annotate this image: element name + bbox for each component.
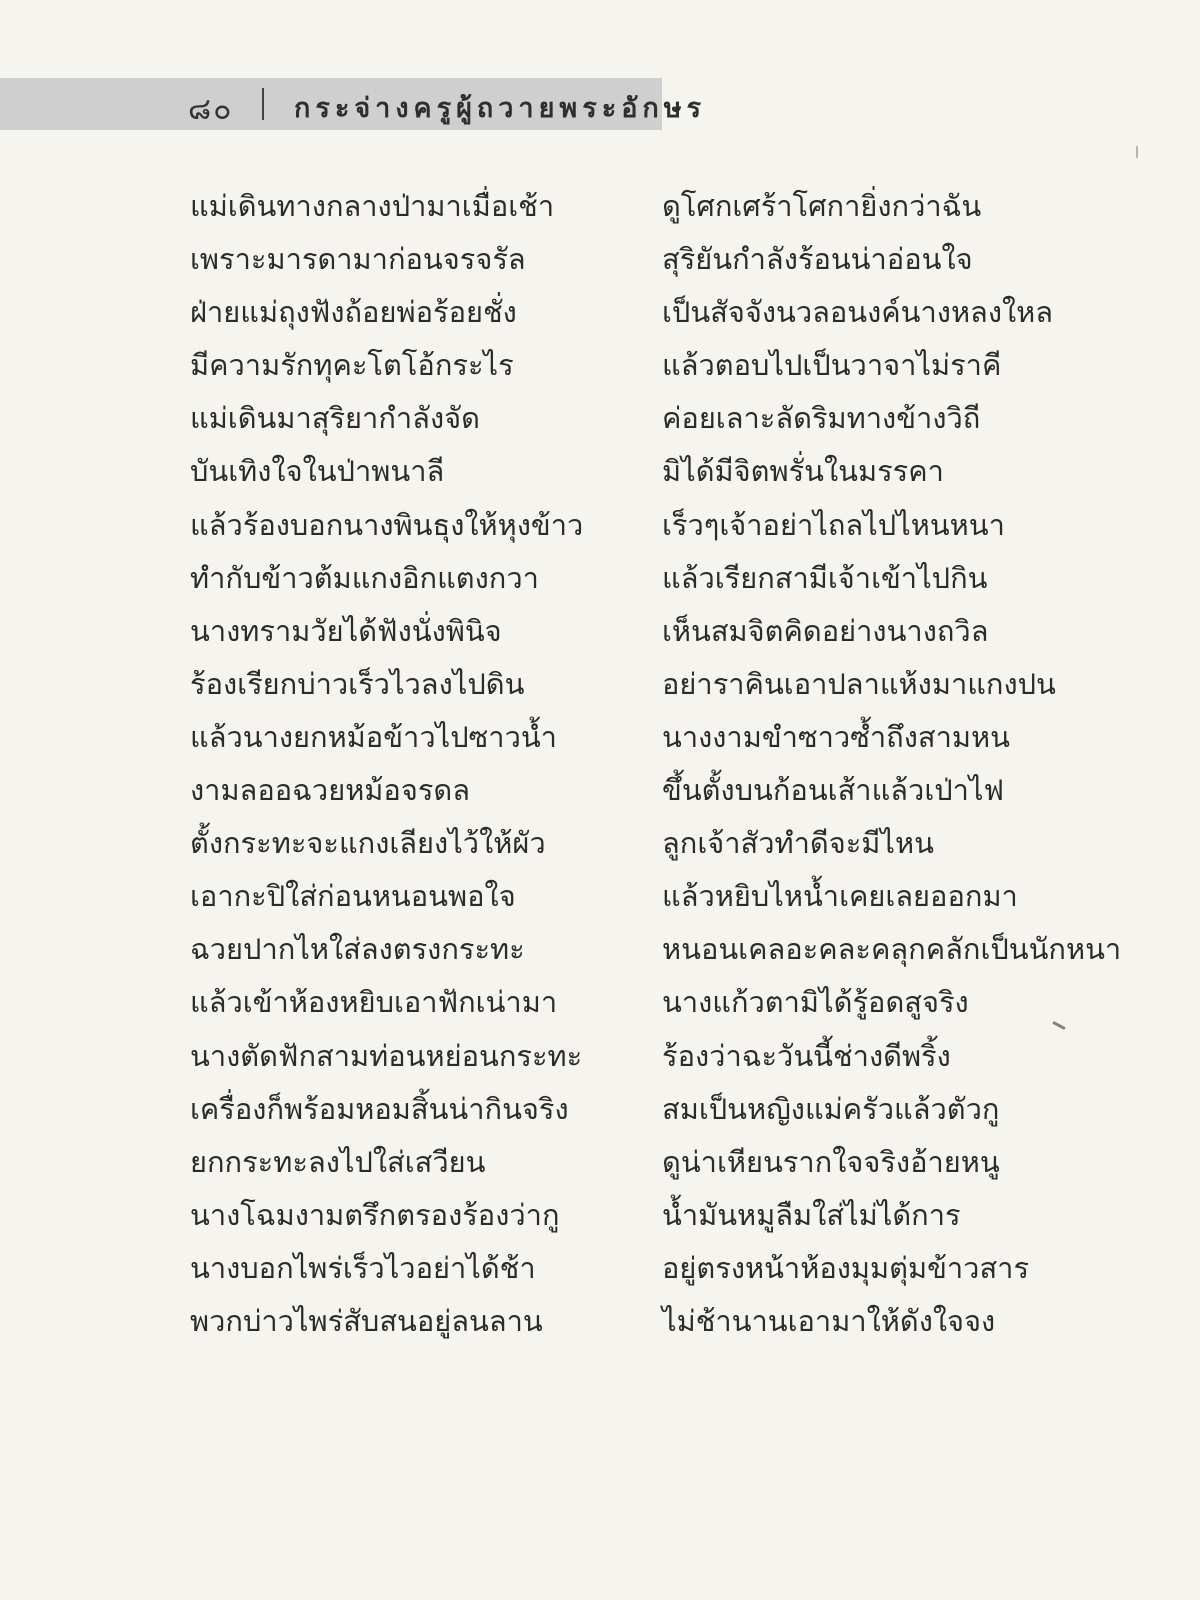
verse-row	[190, 1136, 1090, 1189]
verse-second-line: นางงามขำซาวซ้ำถึงสามหน	[662, 719, 1010, 754]
verse-row	[190, 286, 1090, 339]
verse-second-line: แล้วเรียกสามีเจ้าเข้าไปกิน	[662, 560, 988, 595]
verse-second-line: สมเป็นหญิงแม่ครัวแล้วตัวกู	[662, 1091, 1000, 1126]
verse-first-line: ทำกับข้าวต้มแกงอิกแตงกวา	[190, 560, 539, 595]
verse-first-line: มีความรักทุคะโตโอ้กระไร	[190, 348, 514, 383]
verse-second-line: มิได้มีจิตพรั่นในมรรคา	[662, 454, 944, 489]
verse-row	[190, 1030, 1090, 1083]
header-divider	[262, 88, 264, 120]
verse-first-line: ฝ่ายแม่ถุงฟังถ้อยพ่อร้อยชั่ง	[190, 295, 517, 330]
verse-row	[190, 392, 1090, 445]
verse-row	[190, 180, 1090, 233]
verse-first-line: บันเทิงใจในป่าพนาลี	[190, 454, 445, 489]
verse-first-line: นางทรามวัยได้ฟังนั่งพินิจ	[190, 613, 502, 648]
verse-row	[190, 1083, 1090, 1136]
poem-body	[190, 180, 1122, 1348]
verse-row	[190, 499, 1090, 552]
verse-row	[190, 339, 1090, 392]
verse-first-line: เพราะมารดามาก่อนจรจรัล	[190, 242, 526, 277]
verse-second-line: อย่าราคินเอาปลาแห้งมาแกงปน	[662, 666, 1056, 701]
verse-second-line: แล้วตอบไปเป็นวาจาไม่ราคี	[662, 348, 1002, 383]
page-number: ๘๐	[188, 92, 234, 127]
verse-second-line: เป็นสัจจังนวลอนงค์นางหลงใหล	[662, 295, 1054, 330]
verse-second-line: ร้องว่าฉะวันนี้ช่างดีพริ้ง	[662, 1038, 951, 1073]
verse-first-line: นางโฉมงามตรึกตรองร้องว่ากู	[190, 1197, 560, 1232]
verse-first-line: เครื่องก็พร้อมหอมสิ้นน่ากินจริง	[190, 1091, 569, 1126]
verse-second-line: อยู่ตรงหน้าห้องมุมตุ่มข้าวสาร	[662, 1250, 1030, 1285]
verse-first-line: นางตัดฟักสามท่อนหย่อนกระทะ	[190, 1038, 583, 1073]
page-edge-mark	[1136, 146, 1138, 158]
verse-first-line: เอากะปิใส่ก่อนหนอนพอใจ	[190, 879, 516, 914]
verse-row	[190, 552, 1090, 605]
verse-row	[190, 976, 1090, 1029]
verse-row	[190, 817, 1090, 870]
running-title: กระจ่างครูผู้ถวายพระอักษร	[294, 93, 707, 124]
verse-first-line: นางบอกไพร่เร็วไวอย่าได้ช้า	[190, 1250, 536, 1285]
verse-second-line: หนอนเคลอะคละคลุกคลักเป็นนักหนา	[662, 932, 1122, 967]
verse-row	[190, 870, 1090, 923]
verse-row	[190, 1295, 1090, 1348]
verse-row	[190, 923, 1122, 976]
verse-second-line: เห็นสมจิตคิดอย่างนางถวิล	[662, 613, 989, 648]
verse-second-line: ลูกเจ้าสัวทำดีจะมีไหน	[662, 826, 934, 861]
verse-second-line: สุริยันกำลังร้อนน่าอ่อนใจ	[662, 242, 973, 277]
verse-first-line: ยกกระทะลงไปใส่เสวียน	[190, 1144, 486, 1179]
verse-first-line: ฉวยปากไหใส่ลงตรงกระทะ	[190, 932, 525, 967]
verse-first-line: แล้วนางยกหม้อข้าวไปซาวน้ำ	[190, 719, 557, 754]
verse-first-line: พวกบ่าวไพร่สับสนอยู่ลนลาน	[190, 1303, 543, 1338]
verse-first-line: แล้วเข้าห้องหยิบเอาฟักเน่ามา	[190, 985, 558, 1020]
verse-row	[190, 233, 1090, 286]
verse-second-line: นางแก้วตามิได้รู้อดสูจริง	[662, 985, 969, 1020]
verse-row	[190, 1189, 1090, 1242]
verse-row	[190, 764, 1090, 817]
verse-second-line: ไม่ช้านานเอามาให้ดังใจจง	[662, 1303, 996, 1338]
verse-row	[190, 658, 1090, 711]
verse-first-line: แม่เดินทางกลางป่ามาเมื่อเช้า	[190, 189, 555, 223]
verse-first-line: ตั้งกระทะจะแกงเลียงไว้ให้ผัว	[190, 826, 546, 861]
verse-first-line: แล้วร้องบอกนางพินธุงให้หุงข้าว	[190, 507, 584, 542]
verse-second-line: ค่อยเลาะลัดริมทางข้างวิถี	[662, 401, 981, 436]
verse-second-line: ดูน่าเหียนรากใจจริงอ้ายหนู	[662, 1144, 1000, 1179]
verse-second-line: แล้วหยิบไหน้ำเคยเลยออกมา	[662, 879, 1018, 914]
verse-first-line: งามลออฉวยหม้อจรดล	[190, 773, 471, 808]
verse-second-line: ขึ้นตั้งบนก้อนเส้าแล้วเป่าไฟ	[662, 773, 1005, 808]
verse-row	[190, 711, 1090, 764]
verse-first-line: ร้องเรียกบ่าวเร็วไวลงไปดิน	[190, 666, 525, 701]
verse-second-line: เร็วๆเจ้าอย่าไถลไปไหนหนา	[662, 507, 1005, 542]
verse-row	[190, 445, 1090, 498]
verse-first-line: แม่เดินมาสุริยากำลังจัด	[190, 401, 480, 436]
verse-second-line: น้ำมันหมูลืมใส่ไม่ได้การ	[662, 1197, 961, 1232]
verse-row	[190, 1242, 1090, 1295]
verse-second-line: ดูโศกเศร้าโศกายิ่งกว่าฉัน	[662, 189, 982, 223]
verse-row	[190, 605, 1090, 658]
